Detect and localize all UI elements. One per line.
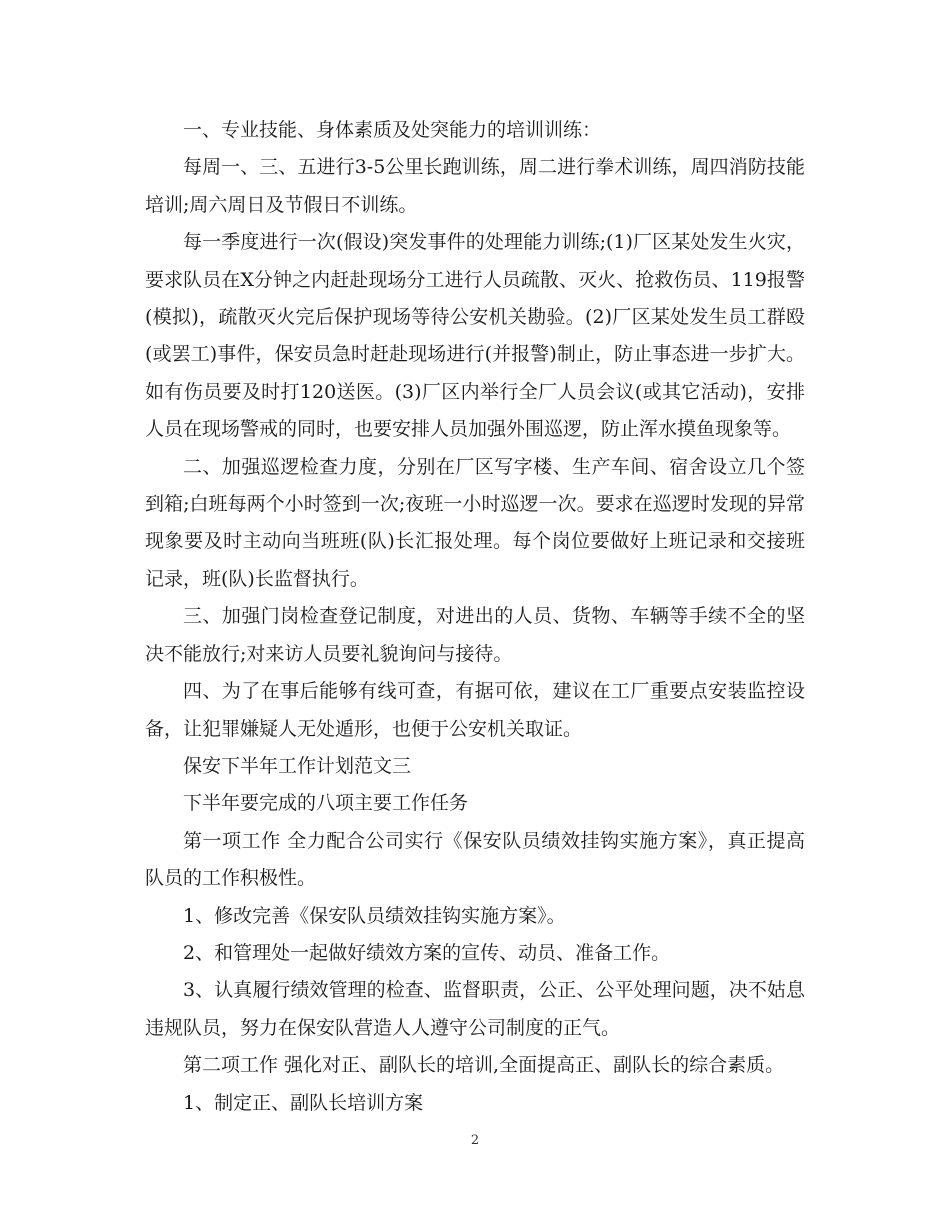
paragraph: 每一季度进行一次(假设)突发事件的处理能力训练;(1)厂区某处发生火灾，要求队员在X分钟之内赶赴现场分工进行人员疏散、灭火、抢救伤员、119报警(模拟)，疏散灭火完后保护现场等待公安机关勘验。(2)厂区某处发生员工群殴(或罢工)事件，保安员急时赶赴现场进行(并报警)制止，防止事态进一步扩大。如有伤员要及时打120送医。(3)厂区内举行全厂人员会议(或其它活动)，安排人员在现场警戒的同时，也要安排人员加强外围巡逻，防止浑水摸鱼现象等。 [145, 231, 805, 441]
paragraph: 三、加强门岗检查登记制度，对进出的人员、货物、车辆等手续不全的坚决不能放行;对来访人员要礼貌询问与接待。 [145, 605, 805, 665]
paragraph: 四、为了在事后能够有线可查，有据可依，建议在工厂重要点安装监控设备，让犯罪嫌疑人无处遁形，也便于公安机关取证。 [145, 680, 805, 740]
paragraph: 二、加强巡逻检查力度，分别在厂区写字楼、生产车间、宿舍设立几个签到箱;白班每两个小时签到一次;夜班一小时巡逻一次。要求在巡逻时发现的异常现象要及时主动向当班班(队)长汇报处理。每个岗位要做好上班记录和交接班记录，班(队)长监督执行。 [145, 455, 805, 590]
paragraph: 一、专业技能、身体素质及处突能力的培训训练： [183, 119, 602, 141]
section-heading: 保安下半年工作计划范文三 [183, 754, 412, 777]
paragraph: 第二项工作 强化对正、副队长的培训,全面提高正、副队长的综合素质。 [183, 1054, 785, 1077]
paragraph: 下半年要完成的八项主要工作任务 [183, 792, 469, 815]
page-number: 2 [470, 1133, 480, 1148]
document-body [145, 112, 805, 1122]
paragraph: 1、修改完善《保安队员绩效挂钩实施方案》。 [183, 904, 566, 927]
paragraph: 第一项工作 全力配合公司实行《保安队员绩效挂钩实施方案》，真正提高队员的工作积极性。 [145, 829, 805, 890]
paragraph: 1、制定正、副队长培训方案 [183, 1091, 424, 1114]
paragraph: 2、和管理处一起做好绩效方案的宣传、动员、准备工作。 [183, 941, 671, 964]
paragraph: 3、认真履行绩效管理的检查、监督职责，公正、公平处理问题，决不姑息违规队员，努力在保安队营造人人遵守公司制度的正气。 [145, 979, 805, 1039]
paragraph: 每周一、三、五进行3-5公里长跑训练，周二进行拳术训练，周四消防技能培训;周六周日及节假日不训练。 [145, 156, 805, 216]
